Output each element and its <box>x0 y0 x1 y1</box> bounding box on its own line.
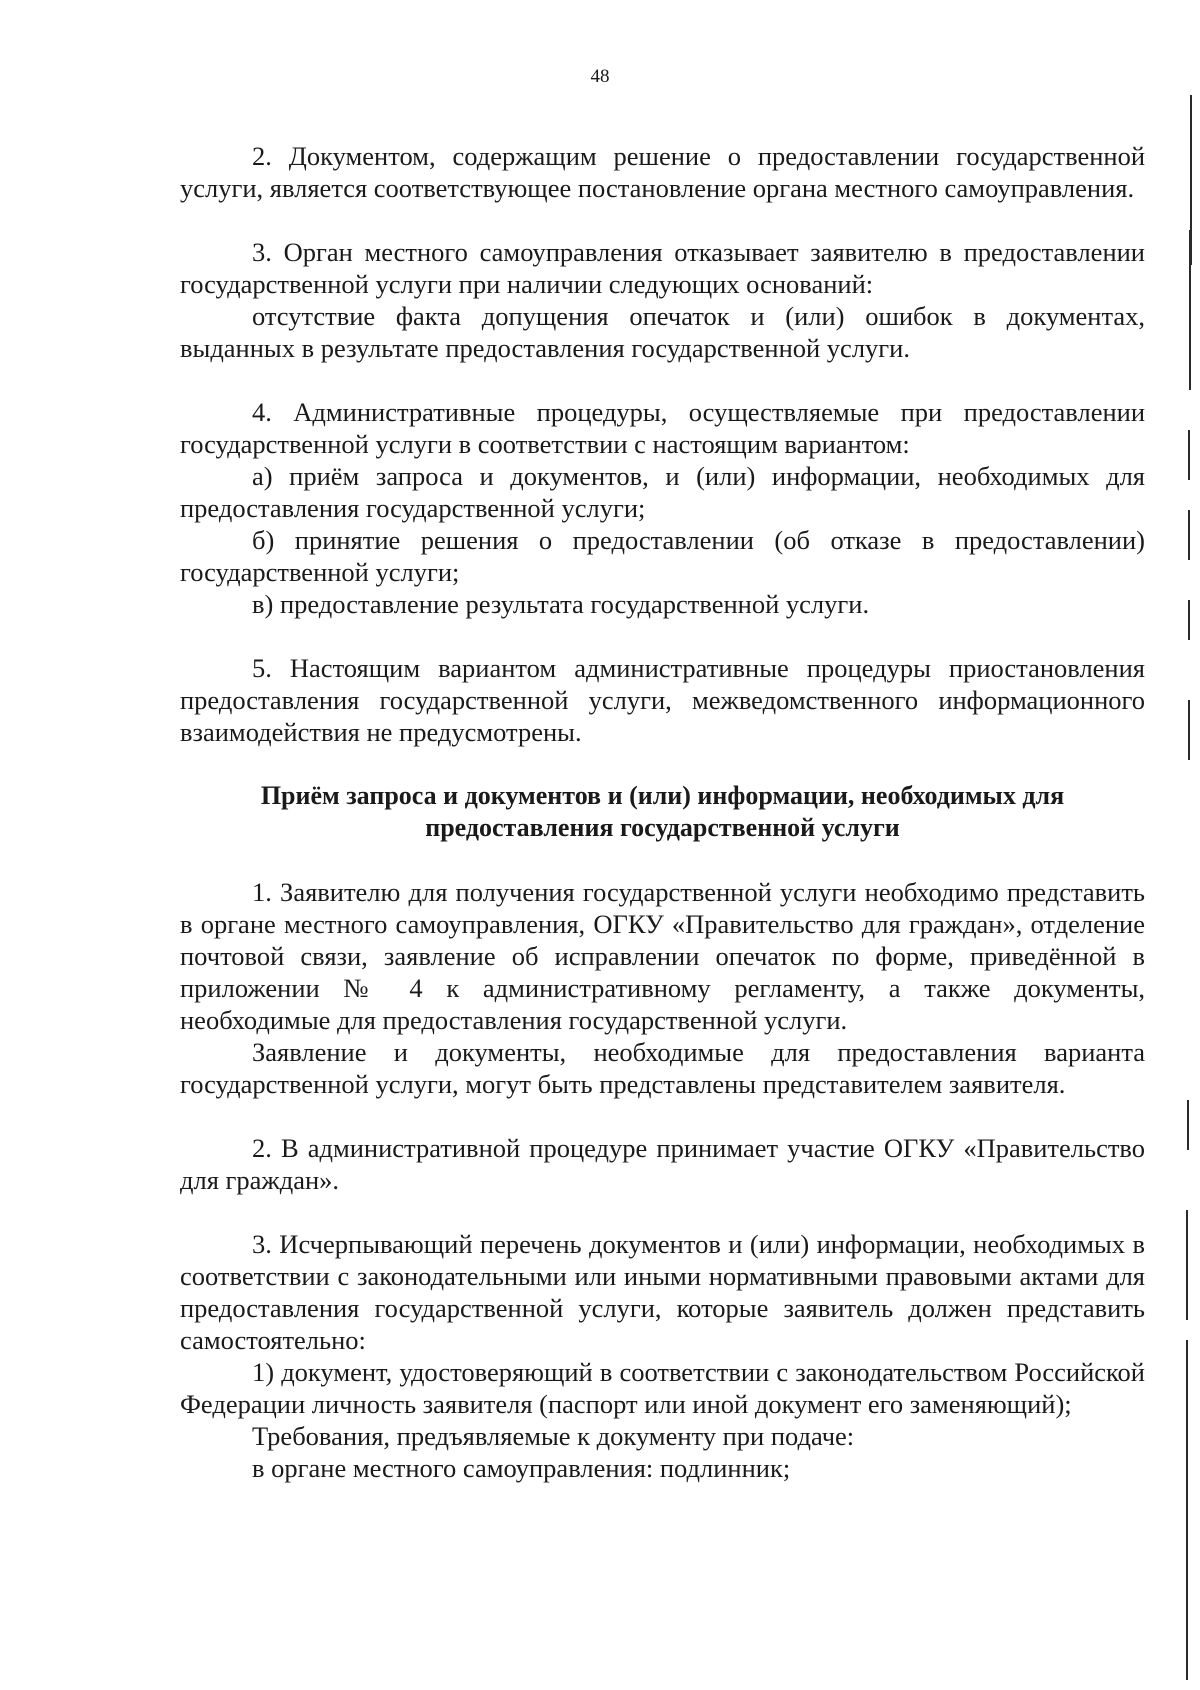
list-item: б) принятие решения о предоставлении (об отказе в предоставлении) государственной услуги; <box>180 525 1145 587</box>
list-item: а) приём запроса и документов, и (или) информации, необходимых для предоставления государственной услуги; <box>180 461 1145 523</box>
paragraph: 1. Заявителю для получения государственной услуги необходимо представить в органе местного самоуправления, ОГКУ «Правительство для граждан», отделение почтовой связи, заявление об исправлении опечаток по форме, приведённой в приложении № 4 к административному регламенту, а также документы, необходимые для предоставления государственной услуги. <box>180 877 1145 1035</box>
list-item: 1) документ, удостоверяющий в соответствии с законодательством Российской Федерации личность заявителя (паспорт или иной документ его заменяющий); <box>180 1357 1145 1419</box>
page-number: 48 <box>590 66 610 87</box>
document-body <box>180 140 1145 1484</box>
paragraph: 2. Документом, содержащим решение о предоставлении государственной услуги, является соответствующее постановление органа местного самоуправления. <box>180 141 1145 203</box>
list-item: в) предоставление результата государственной услуги. <box>252 589 870 619</box>
scan-edge-line <box>1188 600 1190 640</box>
scan-edge-line <box>1186 1210 1188 1320</box>
paragraph-gap <box>180 364 1145 396</box>
paragraph-gap <box>180 748 1145 780</box>
paragraph: 5. Настоящим вариантом административные процедуры приостановления предоставления государственной услуги, межведомственного информационного взаимодействия не предусмотрены. <box>180 653 1145 747</box>
paragraph: отсутствие факта допущения опечаток и (или) ошибок в документах, выданных в результате предоставления государственной услуги. <box>180 301 1145 363</box>
paragraph-gap <box>180 620 1145 652</box>
scan-edge-line <box>1189 330 1191 390</box>
paragraph-gap <box>180 1196 1145 1228</box>
paragraph-gap <box>180 204 1145 236</box>
paragraph: в органе местного самоуправления: подлинник; <box>252 1453 791 1483</box>
paragraph: Заявление и документы, необходимые для предоставления варианта государственной услуги, могут быть представлены представителем заявителя. <box>180 1037 1145 1099</box>
paragraph: 4. Административные процедуры, осуществляемые при предоставлении государственной услуги в соответствии с настоящим вариантом: <box>180 397 1145 459</box>
scan-edge-line <box>1186 1340 1188 1680</box>
scan-edge-line <box>1187 1100 1189 1150</box>
scan-edge-line <box>1188 700 1190 760</box>
paragraph: 3. Исчерпывающий перечень документов и (или) информации, необходимых в соответствии с законодательными или иными нормативными правовыми актами для предоставления государственной услуги, которые заявитель должен представить самостоятельно: <box>180 1229 1145 1355</box>
paragraph: Требования, предъявляемые к документу при подаче: <box>252 1421 855 1451</box>
scan-edge-line <box>1188 430 1190 480</box>
paragraph-gap <box>180 1100 1145 1132</box>
paragraph: 3. Орган местного самоуправления отказывает заявителю в предоставлении государственной услуги при наличии следующих оснований: <box>180 237 1145 299</box>
paragraph-gap <box>180 844 1145 876</box>
paragraph: 2. В административной процедуре принимает участие ОГКУ «Правительство для граждан». <box>180 1133 1145 1195</box>
scan-edge-line <box>1188 510 1190 560</box>
section-heading: Приём запроса и документов и (или) информации, необходимых для предоставления государственной услуги <box>260 781 1065 842</box>
